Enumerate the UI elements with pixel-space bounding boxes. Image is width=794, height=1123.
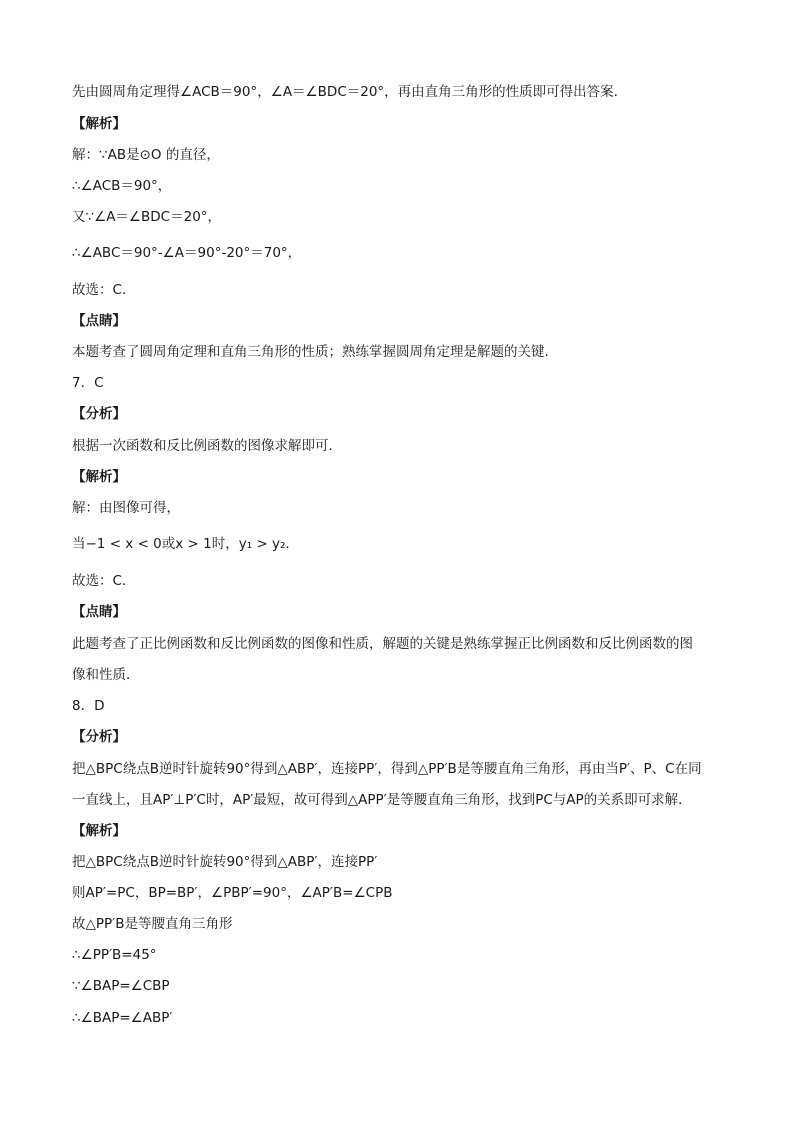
text-line: 解：由图像可得，	[72, 500, 180, 516]
section-heading: 【分析】	[72, 729, 126, 745]
text-line: 把△BPC绕点B逆时针旋转90°得到△ABP′，连接PP′，得到△PP′B是等腰直角三角形，再由当P′、P、C在同	[72, 761, 702, 777]
text-line: ∴∠BAP=∠ABP′	[72, 1010, 173, 1026]
text-line: 本题考查了圆周角定理和直角三角形的性质；熟练掌握圆周角定理是解题的关键.	[72, 344, 549, 360]
text-line: 又∵∠A＝∠BDC＝20°，	[72, 209, 222, 225]
question-number: 7．C	[72, 375, 104, 391]
text-line: 把△BPC绕点B逆时针旋转90°得到△ABP′，连接PP′	[72, 854, 378, 870]
section-heading: 【分析】	[72, 406, 126, 422]
question-number: 8．D	[72, 698, 105, 714]
math-line: 当−1 < x < 0或x > 1时，y₁ > y₂．	[72, 536, 299, 552]
text-line: 像和性质．	[72, 667, 140, 683]
section-heading: 【解析】	[72, 469, 126, 485]
section-heading: 【解析】	[72, 116, 126, 132]
text-line: 故选：C.	[72, 282, 127, 298]
text-line: 先由圆周角定理得∠ACB＝90°，∠A＝∠BDC＝20°，再由直角三角形的性质即可得出答案.	[72, 84, 618, 100]
text-line: 故选：C．	[72, 573, 136, 589]
section-heading: 【解析】	[72, 823, 126, 839]
text-line: 根据一次函数和反比例函数的图像求解即可．	[72, 438, 342, 454]
text-line: 则AP′=PC，BP=BP′，∠PBP′=90°，∠AP′B=∠CPB	[72, 885, 393, 901]
text-line: 故△PP′B是等腰直角三角形	[72, 916, 233, 932]
text-line: ∴∠PP′B=45°	[72, 947, 157, 963]
text-line: ∵∠BAP=∠CBP	[72, 978, 170, 994]
text-line: ∴∠ABC＝90°-∠A＝90°-20°＝70°，	[72, 245, 302, 261]
text-line: 一直线上，且AP′⊥P′C时，AP′最短，故可得到△APP′是等腰直角三角形，找到PC与AP的关系即可求解．	[72, 792, 692, 808]
text-line: 此题考查了正比例函数和反比例函数的图像和性质，解题的关键是熟练掌握正比例函数和反比例函数的图	[72, 636, 693, 652]
section-heading: 【点睛】	[72, 313, 126, 329]
text-line: ∴∠ACB＝90°，	[72, 178, 172, 194]
text-line: 解：∵AB是⊙O 的直径，	[72, 147, 220, 163]
section-heading: 【点睛】	[72, 604, 126, 620]
